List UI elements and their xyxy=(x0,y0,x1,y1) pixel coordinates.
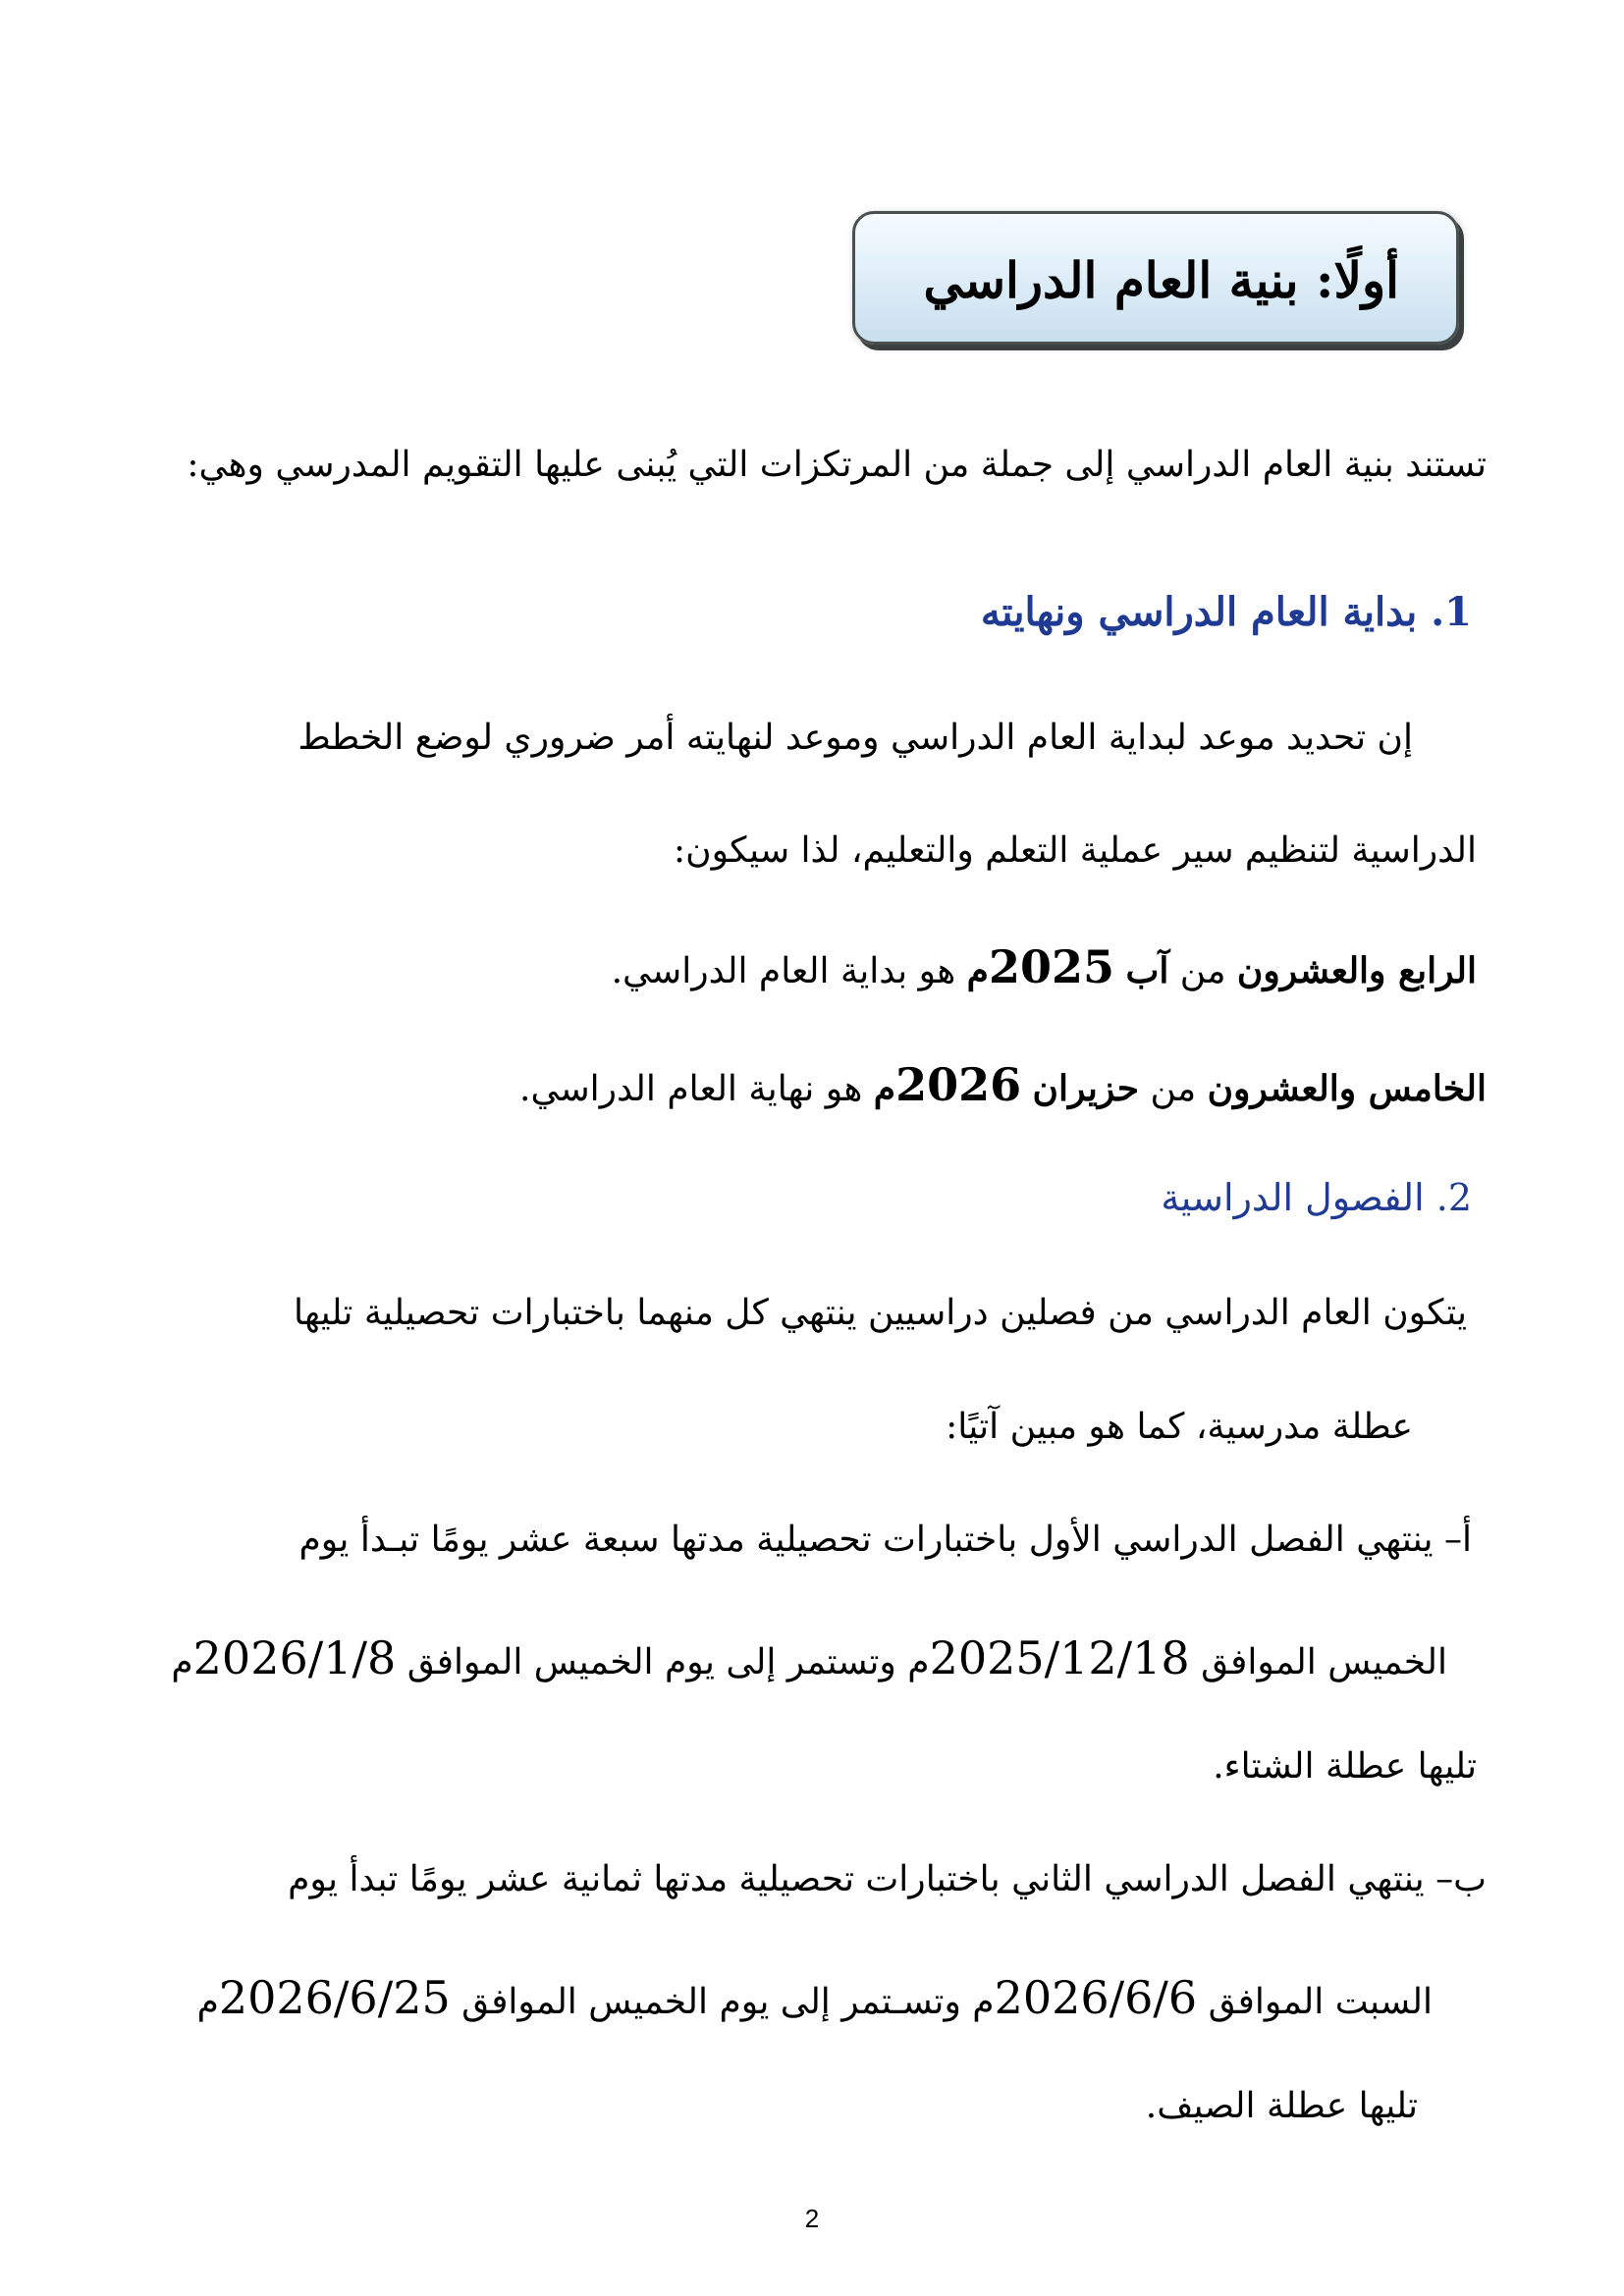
section-1-heading: 1. بداية العام الدراسي ونهايته xyxy=(980,589,1472,635)
start-year-suffix: م xyxy=(966,950,989,991)
start-day: الرابع والعشرون xyxy=(1236,950,1477,991)
item-a-date-1: 2025/12/18 xyxy=(929,1631,1190,1684)
end-year: 2026 xyxy=(895,1058,1022,1111)
start-rest: هو بداية العام الدراسي. xyxy=(611,951,967,991)
item-b-date-2: 2026/6/25 xyxy=(218,1971,451,2024)
item-a-line-1: أ– ينتهي الفصل الدراسي الأول باختبارات تحصيلية مدتها سبعة عشر يومًا تبـدأ يوم xyxy=(298,1520,1472,1560)
item-b-line-2 xyxy=(197,1971,1433,2025)
item-b-line-3: تليها عطلة الصيف. xyxy=(1145,2086,1418,2126)
section-2-paragraph-line-1: يتكون العام الدراسي من فصلين دراسيين ينتهي كل منهما باختبارات تحصيلية تليها xyxy=(294,1293,1467,1333)
item-b-text-2: م وتسـتمر إلى يوم الخميس الموافق xyxy=(450,1982,995,2022)
end-from: من xyxy=(1139,1069,1208,1109)
end-day: الخامس والعشرون xyxy=(1207,1068,1487,1109)
year-start-line xyxy=(612,940,1477,994)
item-b-line-1: ب– ينتهي الفصل الدراسي الثاني باختبارات تحصيلية مدتها ثمانية عشر يومًا تبدأ يوم xyxy=(288,1859,1487,1899)
end-year-suffix: م xyxy=(873,1068,896,1109)
section-2-paragraph-line-2: عطلة مدرسية، كما هو مبين آتيًا: xyxy=(946,1407,1413,1447)
section-title-box xyxy=(852,211,1459,345)
section-1-paragraph-line-1: إن تحديد موعد لبداية العام الدراسي وموعد لنهايته أمر ضروري لوضع الخطط xyxy=(298,718,1413,758)
item-b-text-1: السبت الموافق xyxy=(1197,1982,1433,2022)
start-from: من xyxy=(1168,951,1237,991)
item-a-text-2: م وتستمر إلى يوم الخميس الموافق xyxy=(396,1642,930,1682)
start-month: آب xyxy=(1125,950,1169,991)
item-b-date-1: 2026/6/6 xyxy=(994,1971,1198,2024)
item-a-line-3: تليها عطلة الشتاء. xyxy=(1213,1746,1477,1787)
start-year: 2025 xyxy=(988,940,1114,993)
page-number: 2 xyxy=(804,2204,820,2233)
item-a-text-3: م xyxy=(171,1642,193,1682)
section-1-paragraph-line-2: الدراسية لتنظيم سير عملية التعلم والتعليم، لذا سيكون: xyxy=(674,830,1477,871)
end-month: حزيران xyxy=(1032,1068,1139,1109)
intro-paragraph: تستند بنية العام الدراسي إلى جملة من المرتكزات التي يُبنى عليها التقويم المدرسي وهي: xyxy=(187,445,1487,485)
section-title: أولًا: بنية العام الدراسي xyxy=(923,251,1399,309)
item-a-line-2 xyxy=(171,1631,1447,1685)
year-end-line xyxy=(519,1058,1487,1112)
section-2-heading: 2. الفصول الدراسية xyxy=(1161,1176,1472,1219)
end-rest: هو نهاية العام الدراسي. xyxy=(519,1069,874,1109)
item-b-text-3: م xyxy=(196,1982,219,2022)
item-a-text-1: الخميس الموافق xyxy=(1189,1642,1447,1682)
item-a-date-2: 2026/1/8 xyxy=(192,1631,397,1684)
